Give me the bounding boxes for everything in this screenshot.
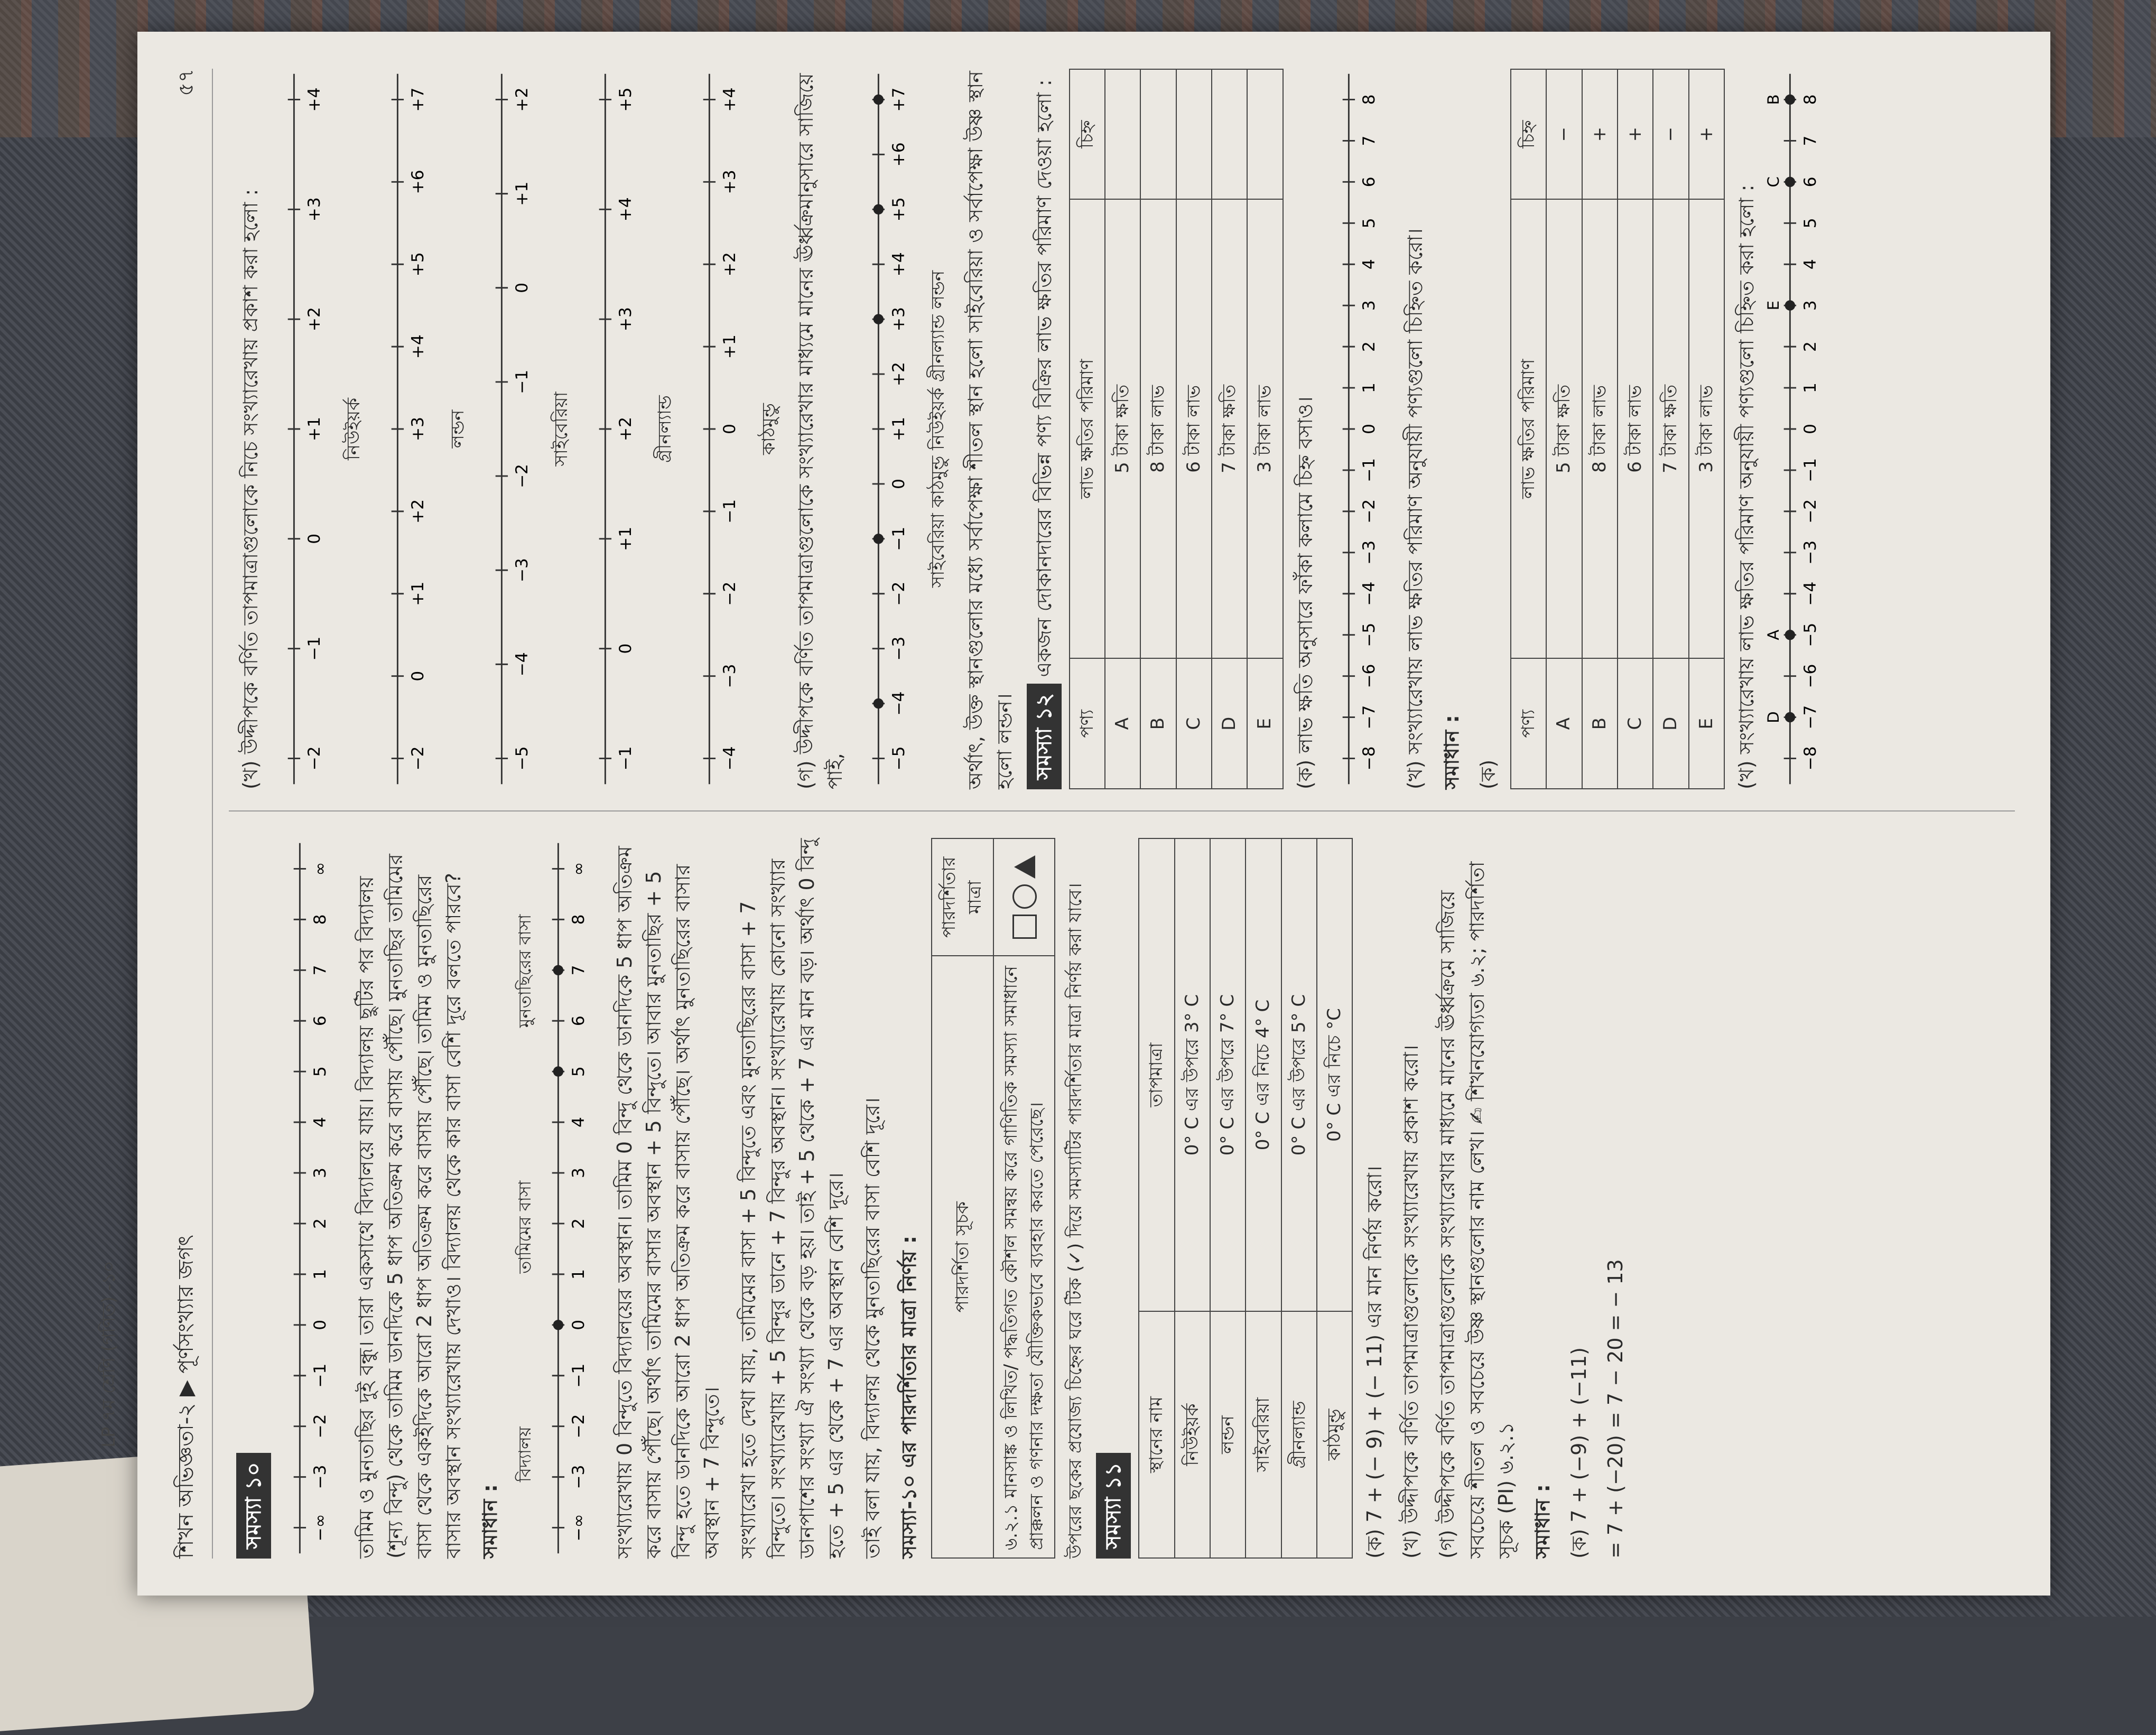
chapter-title: শিখন অভিজ্ঞতা-২ ▶ পূর্ণসংখ্যার জগৎ <box>174 1235 198 1559</box>
tick-label: 0 <box>616 643 636 654</box>
cell: 0° C এর নিচে 4° C <box>1246 838 1281 1311</box>
tick-label: +2 <box>720 252 739 277</box>
tick-label: −2 <box>311 1414 330 1439</box>
cell: B <box>1582 658 1618 789</box>
cell: 8 টাকা লাভ <box>1582 199 1618 658</box>
table-row <box>1175 838 1210 1558</box>
tick-label: −1 <box>311 1363 330 1388</box>
tick-label: −3 <box>720 664 739 688</box>
tick-label: 0 <box>311 1319 330 1330</box>
solution-text-3: তাই বলা যায়, বিদ্যালয় থেকে মুনতাছিরের বাসা বেশি দূরে। <box>860 1097 884 1559</box>
book-page <box>137 32 2050 1596</box>
tick-label: −8 <box>1801 746 1820 771</box>
kha-title: (খ) উদ্দীপকে বর্ণিত তাপমাত্রাগুলোকে নিচে সংখ্যারেখায় প্রকাশ করা হলো : <box>239 189 262 789</box>
tick-label: 6 <box>311 1015 330 1027</box>
tick-label: −3 <box>889 636 909 661</box>
solution-text-2: সংখ্যারেখা হতে দেখা যায়, তামিমের বাসা + 5 বিন্দুতে এবং মুনতাছিরের বাসা + 7 বিন্দুতে। সংখ্যারেখায় + 5 বিন্দুর ডানে + 7 বিন্দুর অবস্থান। সংখ্যারেখায় কোনো সংখ্যার ডানপাশের সংখ্যা ঐ সংখ্যা থেকে বড় হয়। তাই + 5 থেকে + 7 এর মান বড়। অর্থাৎ 0 বিন্দু হতে + 5 এর থেকে + 7 এর অবস্থান বেশি দূরে। <box>737 838 848 1559</box>
tick-label: −3 <box>569 1465 589 1489</box>
table-row <box>1317 838 1352 1558</box>
tick-label: −∞ <box>569 1514 589 1542</box>
cell: 8 টাকা লাভ <box>1140 199 1176 658</box>
triangle-icon[interactable] <box>1014 855 1035 879</box>
temp-header-value: তাপমাত্রা <box>1139 838 1174 1311</box>
tick-label: −1 <box>305 636 324 661</box>
point-marker <box>1785 300 1795 310</box>
number-line-ascending <box>857 69 915 789</box>
q12-kha: (খ) সংখ্যারেখায় লাভ ক্ষতির পরিমাণ অনুযায়ী পণ্যগুলো চিহ্নিত করো। <box>1403 228 1427 789</box>
table-row <box>1212 69 1247 789</box>
temperature-number-line <box>273 69 331 789</box>
tick-label: −2 <box>720 581 739 606</box>
tick-label: −3 <box>311 1465 330 1489</box>
cell: − <box>1546 69 1582 199</box>
cell: লন্ডন <box>1210 1311 1246 1558</box>
number-line-caption: কাঠমুন্ডু <box>758 403 779 455</box>
tick-label: −5 <box>1801 622 1820 647</box>
tick-label: +1 <box>889 417 909 441</box>
right-column <box>229 69 2015 811</box>
answer-line-2: = 7 + (−20) = 7 − 20 = − 13 <box>1603 1259 1627 1559</box>
header-sign: চিহ্ন <box>1070 69 1105 199</box>
cell: 0° C এর উপরে 7° C <box>1210 838 1246 1311</box>
tick-label: −1 <box>889 526 909 551</box>
table-row <box>1281 838 1317 1558</box>
tick-label: +4 <box>720 87 739 112</box>
cell: 6 টাকা লাভ <box>1618 199 1653 658</box>
cell: + <box>1689 69 1724 199</box>
cell: 3 টাকা লাভ <box>1247 199 1283 658</box>
tick-label: 3 <box>569 1168 589 1178</box>
tick-label: 6 <box>1801 176 1820 188</box>
tick-label: 4 <box>1359 259 1379 270</box>
cell <box>1176 69 1212 199</box>
tick-label: −2 <box>569 1414 589 1439</box>
tick-label: +4 <box>408 334 428 359</box>
tick-label: −1 <box>616 746 636 771</box>
point-marker <box>1785 95 1795 105</box>
tick-label: −4 <box>889 691 909 716</box>
cell: 5 টাকা ক্ষতি <box>1105 199 1140 658</box>
number-line-problem-10 <box>278 838 337 1559</box>
tick-label: 8 <box>569 914 589 925</box>
tick-label: 5 <box>569 1066 589 1077</box>
cell: + <box>1618 69 1653 199</box>
tick-label: 8 <box>1801 94 1820 105</box>
cell: 5 টাকা ক্ষতি <box>1546 199 1582 658</box>
tick-label: 1 <box>311 1268 330 1280</box>
evaluation-title: সমস্যা-১০ এর পারদর্শিতার মাত্রা নির্ণয় : <box>897 1235 921 1559</box>
tick-label: 1 <box>1801 383 1820 393</box>
tick-label: 7 <box>311 965 330 976</box>
tick-label: −2 <box>512 464 532 489</box>
tick-label: −6 <box>1801 664 1820 688</box>
header-product: পণ্য <box>1070 658 1105 789</box>
cell: B <box>1140 658 1176 789</box>
table-row <box>1105 69 1140 789</box>
table-row <box>1246 838 1281 1558</box>
tick-label: −2 <box>305 746 324 771</box>
q12-answer-kha: (খ) সংখ্যারেখায় লাভ ক্ষতির পরিমাণ অনুযায়ী পণ্যগুলো চিহ্নিত করা হলো : <box>1734 184 1758 789</box>
table-row <box>1247 69 1283 789</box>
cell: + <box>1582 69 1618 199</box>
number-line-caption: নিউইয়র্ক <box>343 398 365 461</box>
number-line-final <box>1764 69 1827 789</box>
cell: E <box>1689 658 1724 789</box>
header-product: পণ্য <box>1511 658 1546 789</box>
tick-label: 5 <box>1801 218 1820 229</box>
number-line-caption: লন্ডন <box>447 409 468 449</box>
cell: 6 টাকা লাভ <box>1176 199 1212 658</box>
table-row <box>1653 69 1688 789</box>
problem-11-tag: সমস্যা ১১ <box>1096 1453 1131 1559</box>
cell <box>1140 69 1176 199</box>
tick-label: 3 <box>1801 300 1820 311</box>
tick-label: +7 <box>408 87 428 112</box>
cell <box>1105 69 1140 199</box>
tick-label: −∞ <box>311 1514 330 1542</box>
number-line-caption: গ্রীনল্যান্ড <box>654 395 676 463</box>
header-sign: চিহ্ন <box>1511 69 1546 199</box>
tick-label: +1 <box>305 417 324 441</box>
tick-label: 4 <box>569 1117 589 1128</box>
tick-label: −1 <box>1801 458 1820 482</box>
ga-text: (গ) উদ্দীপকে বর্ণিত তাপমাত্রাগুলোকে সংখ্যারেখার মাধ্যমে মানের ঊর্ধ্বক্রমানুসারে সাজিয়ে পাই, <box>794 73 847 789</box>
tick-label: +2 <box>305 307 324 332</box>
tick-label: +3 <box>408 417 428 441</box>
solution-label: সমাধান : <box>478 1484 502 1559</box>
cell: 0° C এর নিচে °C <box>1317 838 1352 1311</box>
tick-label: −6 <box>1359 664 1379 688</box>
tick-label: −1 <box>1359 458 1379 482</box>
tick-label: +1 <box>720 334 739 359</box>
cell: C <box>1176 658 1212 789</box>
point-marker <box>553 1066 563 1076</box>
tick-label: 8 <box>1359 94 1379 105</box>
tick-label: +2 <box>512 87 532 112</box>
tick-label: −1 <box>569 1363 589 1388</box>
temperature-number-lines <box>273 69 782 789</box>
point-marker <box>873 698 884 708</box>
table-row <box>1546 69 1582 789</box>
tamim-house-label: তামিমের বাসা <box>514 1180 535 1274</box>
evaluation-note: উপরের ছকের প্রযোজ্য চিহ্নের ঘরে টিক (✓) দিয়ে সমস্যাটির পারদর্শিতার মাত্রা নির্ণয় করা যাবে। <box>1065 883 1086 1559</box>
school-label: বিদ্যালয় <box>514 1426 535 1482</box>
answer-table <box>1510 69 1725 789</box>
eval-header-level: পারদর্শিতার মাত্রা <box>932 838 993 956</box>
tick-label: 6 <box>1359 176 1379 188</box>
tick-label: −5 <box>889 746 909 771</box>
cell: − <box>1653 69 1688 199</box>
cell: কাঠমুন্ডু <box>1317 1311 1352 1558</box>
square-icon[interactable] <box>1012 915 1037 939</box>
tick-label: ∞ <box>569 862 589 876</box>
tick-label: +2 <box>616 417 636 441</box>
tick-label: 0 <box>569 1319 589 1330</box>
q12-answer-ka: (ক) <box>1476 759 1500 789</box>
tick-label: 0 <box>889 479 909 489</box>
header-amount: লাভ ক্ষতির পরিমাণ <box>1511 199 1546 658</box>
cell: C <box>1618 658 1653 789</box>
cell: 3 টাকা লাভ <box>1689 199 1724 658</box>
tick-label: +5 <box>616 87 636 112</box>
muntasir-house-label: মুনতাছিরের বাসা <box>514 914 535 1028</box>
tick-label: +4 <box>616 197 636 222</box>
tick-label: ∞ <box>311 862 330 876</box>
page-footer: LP ৭ম শ্রেণি (গণিত) -১০ <box>98 1261 119 1448</box>
tick-label: −3 <box>512 558 532 583</box>
tick-label: −4 <box>1801 581 1820 606</box>
tick-label: −2 <box>889 581 909 606</box>
tick-label: −3 <box>1359 540 1379 565</box>
temperature-number-line <box>688 69 746 789</box>
tick-label: +6 <box>889 142 909 167</box>
point-marker <box>873 314 884 324</box>
tick-label: 7 <box>1359 135 1379 146</box>
tick-label: +4 <box>305 87 324 112</box>
tick-label: 8 <box>311 914 330 925</box>
tick-label: 3 <box>311 1168 330 1178</box>
q12-solution-label: সমাধান : <box>1439 715 1463 789</box>
number-line-solution-10 <box>537 838 595 1559</box>
temperature-number-line <box>480 69 538 789</box>
number-line-caption: সাইবেরিয়া <box>550 391 572 467</box>
tick-label: +6 <box>408 170 428 194</box>
point-label: D <box>1764 711 1782 723</box>
problem-12-tag: সমস্যা ১২ <box>1027 684 1062 789</box>
tick-label: +3 <box>305 197 324 222</box>
tick-label: 1 <box>1359 383 1379 393</box>
tick-label: 0 <box>408 670 428 682</box>
question-ga: (গ) উদ্দীপকে বর্ণিত তাপমাত্রাগুলোকে সংখ্যারেখার মাধ্যমে মানের ঊর্ধ্বক্রমে সাজিয়ে সবচেয়ে শীতল ও সবচেয়ে উষ্ণ স্থানগুলোর নাম লেখ। ✍ শিখনযোগ্যতা ৬.২; পারদর্শিতা সূচক (PI) ৬.২.১ <box>1436 861 1518 1559</box>
tick-label: 0 <box>305 533 324 544</box>
eval-header-indicator: পারদর্শিতা সূচক <box>932 956 993 1558</box>
point-marker <box>553 1320 563 1330</box>
ga-conclusion: অর্থাৎ, উক্ত স্থানগুলোর মধ্যে সর্বাপেক্ষা শীতল স্থান হলো সাইবেরিয়া ও সর্বাপেক্ষা উষ্ণ স্থান হলো লন্ডন। <box>963 71 1016 789</box>
problem-10-tag: সমস্যা ১০ <box>236 1453 271 1559</box>
table-row <box>1618 69 1653 789</box>
tick-label: +3 <box>889 307 909 332</box>
point-marker <box>873 534 884 544</box>
problem-12-text: একজন দোকানদারের বিভিন্ন পণ্য বিক্রির লাভ ক্ষতির পরিমাণ দেওয়া হলো : <box>1032 79 1056 677</box>
tick-label: +3 <box>720 170 739 194</box>
tick-label: +7 <box>889 87 909 112</box>
answer-line-1: (ক) 7 + (−9) + (−11) <box>1567 1347 1591 1559</box>
solution-text-1: সংখ্যারেখায় 0 বিন্দুতে বিদ্যালয়ের অবস্থান। তামিম 0 বিন্দু থেকে ডানদিকে 5 ধাপ অতিক্রম করে বাসায় পৌঁছে। অর্থাৎ তামিমের বাসার অবস্থান + 5 বিন্দুতে। আবার মুনতাছির + 5 বিন্দু হতে ডানদিকে আরো 2 ধাপ অতিক্রম করে বাসায় পৌঁছে। অর্থাৎ মুনতাছিরের বাসার অবস্থান + 7 বিন্দুতে। <box>613 846 724 1559</box>
table-row <box>1140 69 1176 789</box>
table-row <box>1210 838 1246 1558</box>
point-marker <box>1785 630 1795 640</box>
tick-label: 2 <box>569 1218 589 1229</box>
tick-label: 7 <box>1801 135 1820 146</box>
tick-label: 5 <box>1359 218 1379 229</box>
tick-label: +2 <box>408 499 428 524</box>
tick-label: −7 <box>1801 705 1820 730</box>
tick-label: 0 <box>1359 424 1379 434</box>
point-marker <box>1785 712 1795 722</box>
point-marker <box>873 95 884 105</box>
cell: 7 টাকা ক্ষতি <box>1212 199 1247 658</box>
point-marker <box>553 965 563 975</box>
temperature-number-line <box>584 69 642 789</box>
tick-label: −5 <box>512 746 532 771</box>
cell: নিউইয়র্ক <box>1175 1311 1210 1558</box>
tick-label: −2 <box>1801 499 1820 524</box>
solution-label-2: সমাধান : <box>1530 1484 1554 1559</box>
tick-label: 4 <box>1801 259 1820 270</box>
q12-ka: (ক) লাভ ক্ষতি অনুসারে ফাঁকা কলামে চিহ্ন বসাও। <box>1293 396 1317 789</box>
tick-label: −2 <box>408 746 428 771</box>
tick-label: 6 <box>569 1015 589 1027</box>
table-row <box>1176 69 1212 789</box>
tick-label: −1 <box>512 369 532 394</box>
header-amount: লাভ ক্ষতির পরিমাণ <box>1070 199 1105 658</box>
tick-label: 2 <box>311 1218 330 1229</box>
tick-label: −4 <box>512 652 532 677</box>
tick-label: 0 <box>512 282 532 293</box>
tick-label: −8 <box>1359 746 1379 771</box>
tick-label: +3 <box>616 307 636 332</box>
tick-label: +4 <box>889 252 909 277</box>
profit-loss-table <box>1069 69 1284 789</box>
page-header <box>169 69 213 1559</box>
tick-label: −7 <box>1359 705 1379 730</box>
point-label: B <box>1764 94 1782 105</box>
tick-label: +1 <box>616 526 636 551</box>
tick-label: 4 <box>311 1117 330 1128</box>
tick-label: −1 <box>720 499 739 524</box>
tick-label: +2 <box>889 362 909 387</box>
cell: A <box>1546 658 1582 789</box>
table-row <box>1689 69 1724 789</box>
cell: গ্রীনল্যান্ড <box>1281 1311 1317 1558</box>
eval-indicator-text: ৬.২.১ মানসাঙ্ক ও লিখিত/ পদ্ধতিগত কৌশল সমন্বয় করে গাণিতিক সমস্যা সমাধানে প্রাক্কলন ও গণনার দক্ষতা যৌক্তিকভাবে ব্যবহার করতে পেরেছে। <box>993 956 1055 1558</box>
problem-10-text: তামিম ও মুনতাছির দুই বন্ধু। তারা একসাথে বিদ্যালয়ে যায়। বিদ্যালয় ছুটির পর বিদ্যালয় (শূন্য বিন্দু) থেকে তামিম ডানদিকে 5 ধাপ অতিক্রম করে বাসায় পৌঁছে। মুনতাছির তামিমের বাসা থেকে একইদিকে আরো 2 ধাপ অতিক্রম করে বাসায় পৌঁছে। তামিম ও মুনতাছিরের বাসার অবস্থান সংখ্যারেখায় দেখাও। বিদ্যালয় থেকে কার বাসা বেশি দূরে বলতে পারবে? <box>355 854 466 1559</box>
cell: 0° C এর উপরে 5° C <box>1281 838 1317 1311</box>
eval-level-symbols <box>993 838 1055 956</box>
tick-label: −3 <box>1801 540 1820 565</box>
cell: 7 টাকা ক্ষতি <box>1653 199 1688 658</box>
tick-label: 7 <box>569 965 589 976</box>
left-column <box>229 838 2015 1559</box>
question-ka: (ক) 7 + (− 9) + (− 11) এর মান নির্ণয় করো। <box>1363 1165 1387 1559</box>
tick-label: +1 <box>512 181 532 206</box>
point-marker <box>1785 177 1795 187</box>
tick-label: +5 <box>408 252 428 277</box>
tick-label: 0 <box>1801 424 1820 434</box>
table-row <box>1582 69 1618 789</box>
tick-label: −4 <box>1359 581 1379 606</box>
tick-label: −4 <box>720 746 739 771</box>
tick-label: +5 <box>889 197 909 222</box>
tick-label: −2 <box>1359 499 1379 524</box>
tick-label: 3 <box>1359 300 1379 311</box>
tick-label: 2 <box>1801 341 1820 352</box>
tick-label: −5 <box>1359 622 1379 647</box>
point-label: C <box>1764 176 1782 188</box>
tick-label: 5 <box>311 1066 330 1077</box>
point-marker <box>873 204 884 214</box>
temperature-number-line <box>376 69 434 789</box>
cell: A <box>1105 658 1140 789</box>
tick-label: +1 <box>408 581 428 606</box>
tick-label: 2 <box>1359 341 1379 352</box>
cell <box>1212 69 1247 199</box>
cell: সাইবেরিয়া <box>1246 1311 1281 1558</box>
cell: D <box>1212 658 1247 789</box>
tick-label: 1 <box>569 1268 589 1280</box>
number-line-q12 <box>1327 69 1386 789</box>
point-label: A <box>1764 629 1782 640</box>
cell <box>1247 69 1283 199</box>
evaluation-table <box>931 838 1055 1559</box>
page-number: ৫৭ <box>174 69 198 96</box>
cell: 0° C এর উপরে 3° C <box>1175 838 1210 1311</box>
temp-header-place: স্থানের নাম <box>1139 1311 1174 1558</box>
tick-label: 0 <box>720 424 739 434</box>
question-kha: (খ) উদ্দীপকে বর্ণিত তাপমাত্রাগুলোকে সংখ্যারেখায় প্রকাশ করো। <box>1399 1044 1423 1559</box>
cell: E <box>1247 658 1283 789</box>
cell: D <box>1653 658 1688 789</box>
temperature-table <box>1138 838 1353 1559</box>
point-label: E <box>1764 300 1782 311</box>
circle-icon[interactable] <box>1012 884 1037 909</box>
ga-caption: সাইবেরিয়া কাঠমুন্ডু নিউইয়র্ক গ্রীনল্যান্ড লন্ডন <box>927 270 949 588</box>
